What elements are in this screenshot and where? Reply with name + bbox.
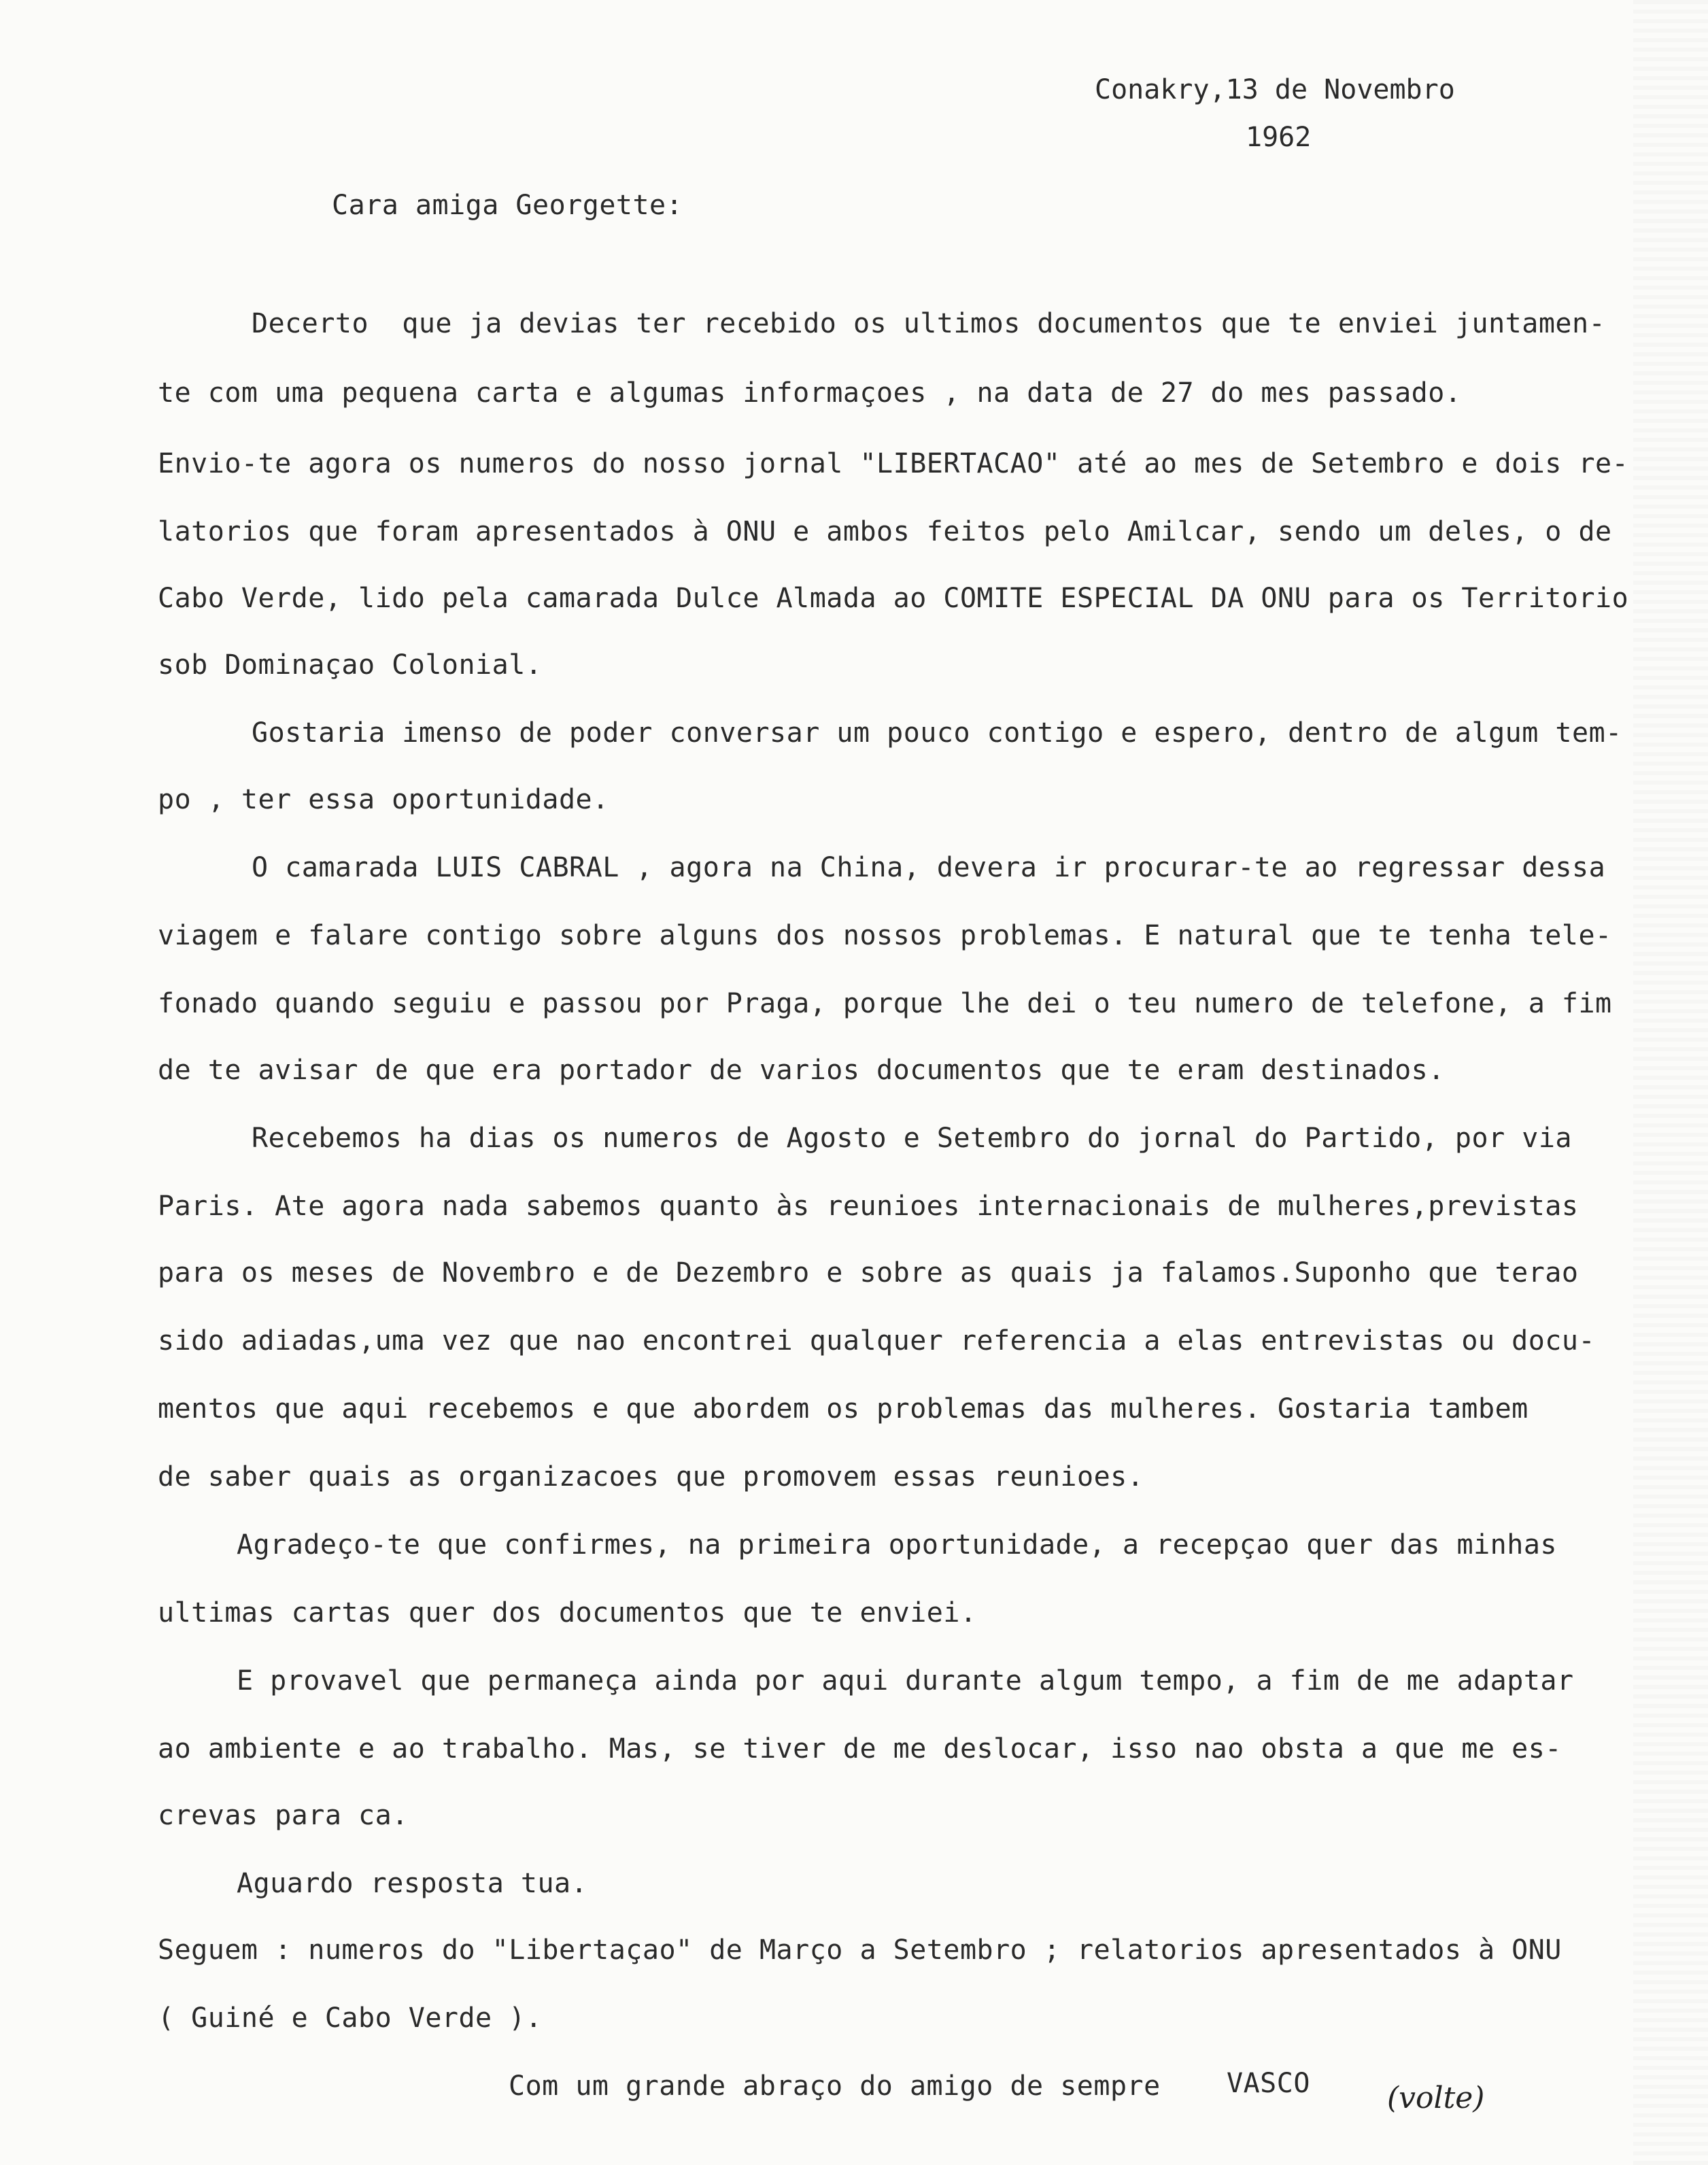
body-line: Cabo Verde, lido pela camarada Dulce Almada ao COMITE ESPECIAL DA ONU para os Territorio	[158, 583, 1629, 614]
closing: Com um grande abraço do amigo de sempre	[509, 2070, 1161, 2102]
body-line: E provavel que permaneça ainda por aqui durante algum tempo, a fim de me adaptar	[237, 1665, 1574, 1697]
signature: VASCO	[1227, 2068, 1310, 2099]
body-line: ao ambiente e ao trabalho. Mas, se tiver de me deslocar, isso nao obsta a que me es-	[158, 1733, 1562, 1765]
salutation: Cara amiga Georgette:	[332, 190, 683, 221]
place-date: Conakry,13 de Novembro	[1095, 74, 1455, 105]
body-line: fonado quando seguiu e passou por Praga, porque lhe dei o teu numero de telefone, a fim	[158, 988, 1612, 1019]
enclosures-line: Seguem : numeros do "Libertaçao" de Março a Setembro ; relatorios apresentados à ONU	[158, 1934, 1562, 1966]
body-line: Envio-te agora os numeros do nosso jornal "LIBERTACAO" até ao mes de Setembro e dois re-	[158, 448, 1629, 479]
enclosures-line: ( Guiné e Cabo Verde ).	[158, 2002, 543, 2034]
body-line: po , ter essa oportunidade.	[158, 784, 609, 815]
body-line: viagem e falare contigo sobre alguns dos nossos problemas. E natural que te tenha tele-	[158, 920, 1612, 951]
body-line: mentos que aqui recebemos e que abordem os problemas das mulheres. Gostaria tambem	[158, 1393, 1528, 1425]
body-line: latorios que foram apresentados à ONU e ambos feitos pelo Amilcar, sendo um deles, o de	[158, 516, 1612, 547]
body-line: de saber quais as organizacoes que promovem essas reunioes.	[158, 1461, 1144, 1493]
body-line: ultimas cartas quer dos documentos que te enviei.	[158, 1597, 977, 1629]
body-line: Aguardo resposta tua.	[237, 1868, 588, 1899]
year: 1962	[1246, 122, 1312, 153]
body-line: crevas para ca.	[158, 1800, 409, 1831]
body-line: sob Dominaçao Colonial.	[158, 649, 543, 681]
body-line: Paris. Ate agora nada sabemos quanto às reunioes internacionais de mulheres,previstas	[158, 1191, 1579, 1222]
body-line: sido adiadas,uma vez que nao encontrei qualquer referencia a elas entrevistas ou docu-	[158, 1325, 1596, 1357]
body-line: de te avisar de que era portador de varios documentos que te eram destinados.	[158, 1055, 1445, 1086]
body-line: Decerto que ja devias ter recebido os ultimos documentos que te enviei juntamen-	[252, 308, 1606, 339]
body-line: Gostaria imenso de poder conversar um pouco contigo e espero, dentro de algum tem-	[252, 717, 1622, 749]
body-line: Agradeço-te que confirmes, na primeira oportunidade, a recepçao quer das minhas	[237, 1529, 1557, 1561]
body-line: te com uma pequena carta e algumas informaçoes , na data de 27 do mes passado.	[158, 377, 1462, 409]
body-line: O camarada LUIS CABRAL , agora na China, devera ir procurar-te ao regressar dessa	[252, 852, 1606, 883]
handwritten-note: (volte)	[1387, 2081, 1485, 2115]
body-line: para os meses de Novembro e de Dezembro e sobre as quais ja falamos.Suponho que terao	[158, 1257, 1579, 1289]
scan-edge	[1633, 0, 1708, 2165]
body-line: Recebemos ha dias os numeros de Agosto e Setembro do jornal do Partido, por via	[252, 1123, 1572, 1154]
